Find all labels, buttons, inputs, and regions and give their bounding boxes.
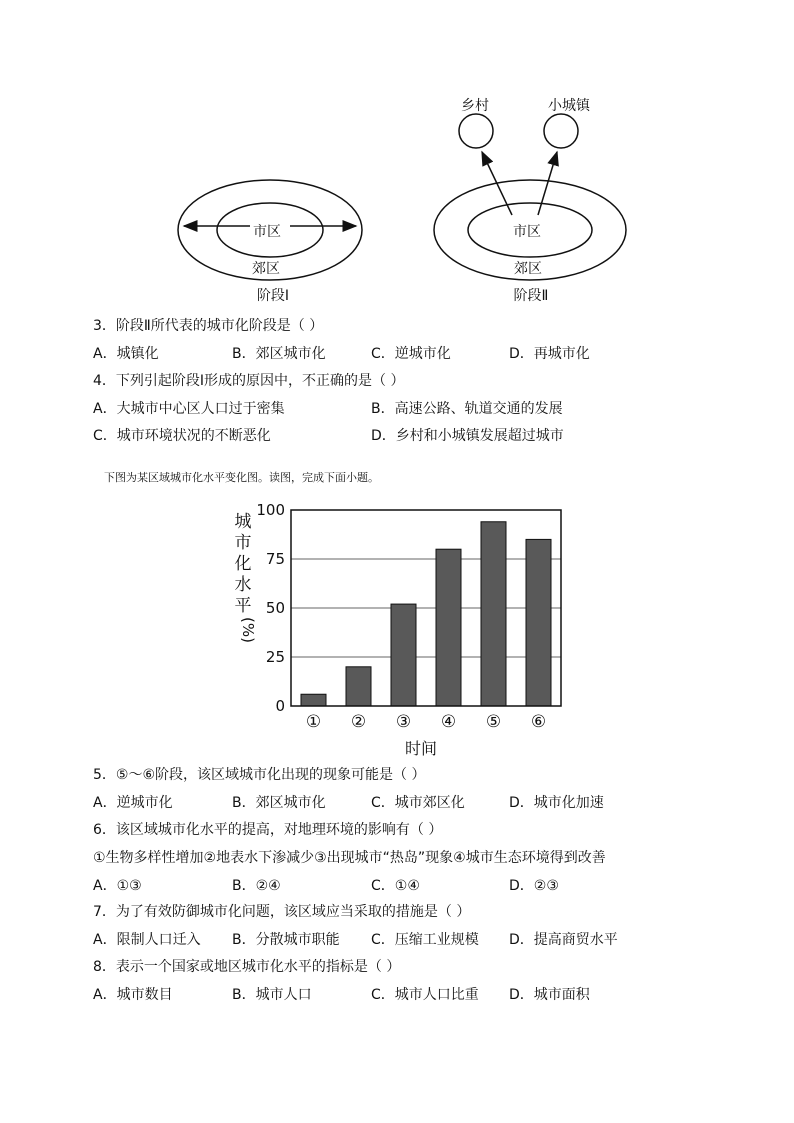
q4-option-a[interactable]: A．大城市中心区人口过于密集 [93, 401, 285, 417]
y-tick-label: 0 [275, 697, 285, 715]
x-axis-label: 时间 [404, 739, 438, 758]
y-tick-label: 25 [265, 648, 285, 666]
x-tick-label: ② [350, 712, 367, 732]
bar [346, 667, 371, 706]
stage-diagram [160, 90, 630, 305]
y-tick-label: 100 [256, 501, 285, 519]
y-tick-label: 50 [265, 599, 285, 617]
bar [436, 549, 461, 706]
town-circle [544, 114, 578, 148]
q6-option-c[interactable]: C．①④ [371, 878, 420, 894]
x-tick-label: ⑥ [530, 712, 547, 732]
y-axis-label-char: 市 [234, 533, 252, 553]
q8-option-a[interactable]: A．城市数目 [93, 987, 173, 1003]
urbanization-bar-chart [225, 500, 575, 765]
stage-1-diagram [178, 180, 362, 304]
q4-option-b[interactable]: B．高速公路、轨道交通的发展 [371, 401, 563, 417]
question-7-stem: 7．为了有效防御城市化问题，该区域应当采取的措施是（ ） [93, 904, 471, 920]
rural-circle [459, 114, 493, 148]
q5-option-d[interactable]: D．城市化加速 [509, 795, 604, 811]
q8-option-d[interactable]: D．城市面积 [509, 987, 590, 1003]
y-axis-unit: (%) [239, 617, 257, 643]
x-tick-label: ① [305, 712, 322, 732]
q7-option-c[interactable]: C．压缩工业规模 [371, 932, 479, 948]
q7-option-d[interactable]: D．提高商贸水平 [509, 932, 618, 948]
q6-option-d[interactable]: D．②③ [509, 878, 559, 894]
q8-option-c[interactable]: C．城市人口比重 [371, 987, 479, 1003]
q7-option-b[interactable]: B．分散城市职能 [232, 932, 340, 948]
q3-option-b[interactable]: B．郊区城市化 [232, 346, 326, 362]
question-6-stem: 6．该区域城市化水平的提高，对地理环境的影响有（ ） [93, 822, 443, 838]
question-4-stem: 4．下列引起阶段Ⅰ形成的原因中，不正确的是（ ） [93, 373, 405, 389]
town-label: 小城镇 [548, 98, 590, 114]
x-tick-label: ④ [440, 712, 457, 732]
q6-option-a[interactable]: A．①③ [93, 878, 142, 894]
q3-option-d[interactable]: D．再城市化 [509, 346, 590, 362]
bar [301, 694, 326, 706]
figure-intro: 下图为某区域城市化水平变化图。读图，完成下面小题。 [104, 471, 379, 484]
city-label: 市区 [253, 224, 281, 240]
question-5-stem: 5．⑤～⑥阶段，该区域城市化出现的现象可能是（ ） [93, 767, 426, 783]
question-8-stem: 8．表示一个国家或地区城市化水平的指标是（ ） [93, 959, 401, 975]
suburb-label: 郊区 [514, 261, 542, 277]
y-axis-label-char: 化 [234, 554, 252, 574]
q3-option-c[interactable]: C．逆城市化 [371, 346, 451, 362]
q4-option-d[interactable]: D．乡村和小城镇发展超过城市 [371, 428, 564, 444]
question-6-statements: ①生物多样性增加②地表水下渗减少③出现城市“热岛”现象④城市生态环境得到改善 [93, 850, 606, 866]
question-3-stem: 3．阶段Ⅱ所代表的城市化阶段是（ ） [93, 318, 324, 334]
q5-option-a[interactable]: A．逆城市化 [93, 795, 173, 811]
city-label: 市区 [513, 224, 541, 240]
q5-option-b[interactable]: B．郊区城市化 [232, 795, 326, 811]
q8-option-b[interactable]: B．城市人口 [232, 987, 312, 1003]
stage-2-diagram [434, 97, 626, 304]
y-tick-label: 75 [265, 550, 285, 568]
y-axis-label-char: 水 [234, 575, 252, 595]
q3-option-a[interactable]: A．城镇化 [93, 346, 159, 362]
rural-label: 乡村 [461, 98, 489, 114]
q6-option-b[interactable]: B．②④ [232, 878, 281, 894]
x-tick-label: ⑤ [485, 712, 502, 732]
bar [526, 539, 551, 706]
x-tick-label: ③ [395, 712, 412, 732]
suburb-label: 郊区 [252, 261, 280, 277]
q5-option-c[interactable]: C．城市郊区化 [371, 795, 465, 811]
bar [391, 604, 416, 706]
q4-option-c[interactable]: C．城市环境状况的不断恶化 [93, 428, 271, 444]
arrow-to-rural [482, 152, 512, 215]
stage-2-caption: 阶段Ⅱ [513, 288, 549, 304]
y-axis-label-char: 平 [234, 596, 252, 616]
y-axis-label-char: 城 [234, 512, 252, 532]
bar [481, 522, 506, 706]
stage-1-caption: 阶段Ⅰ [256, 288, 290, 304]
q7-option-a[interactable]: A．限制人口迁入 [93, 932, 201, 948]
